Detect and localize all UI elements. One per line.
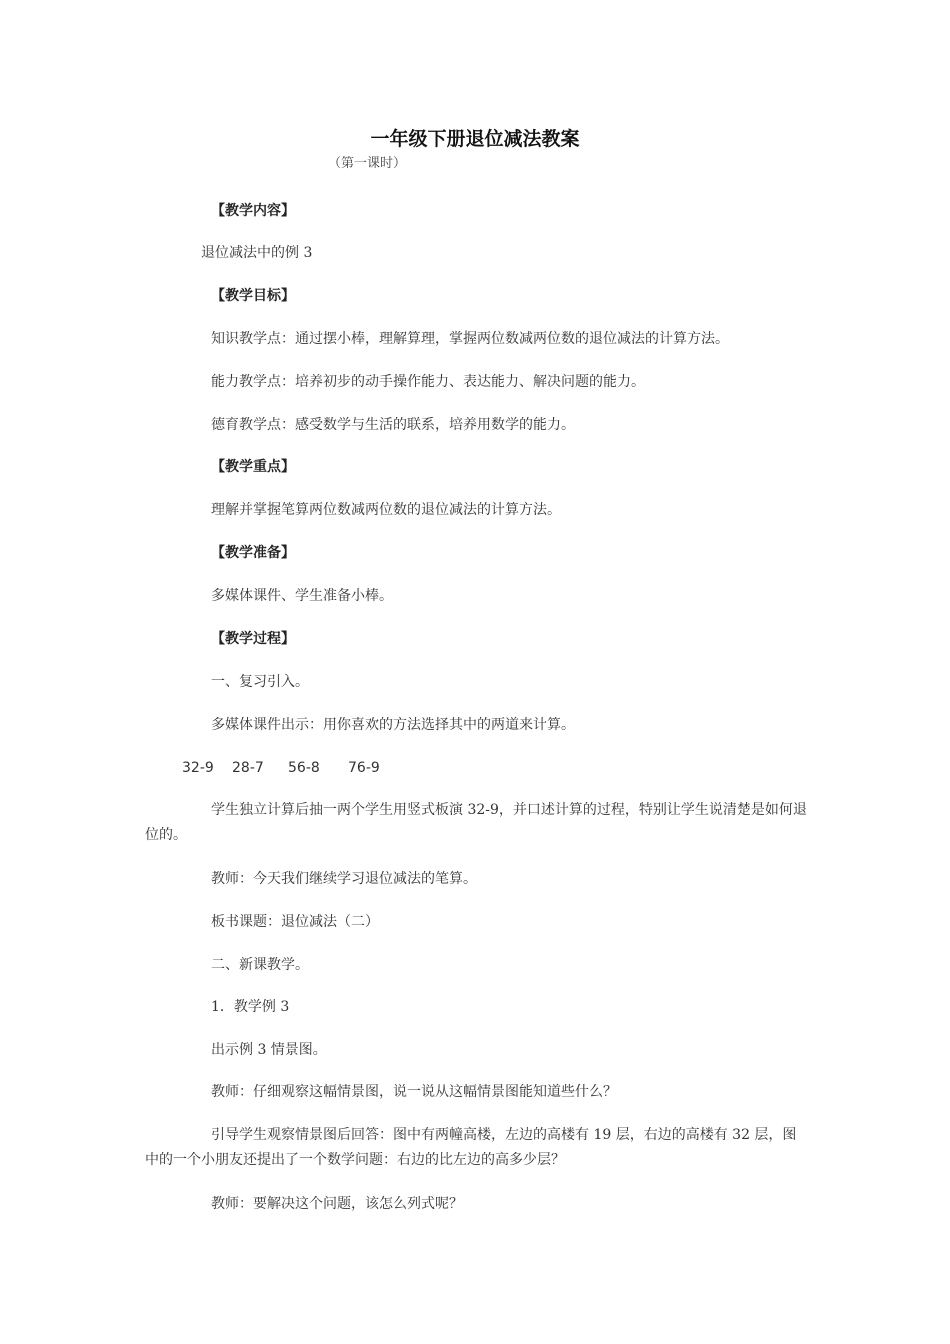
heading-teaching-prep: 【教学准备】 (211, 545, 295, 561)
prep-text: 多媒体课件、学生准备小棒。 (211, 588, 393, 604)
teacher-line-2: 教师：仔细观察这幅情景图，说一说从这幅情景图能知道些什么？ (211, 1084, 617, 1100)
equation-item: 76-9 (348, 760, 380, 776)
key-point-text: 理解并掌握笔算两位数减两位数的退位减法的计算方法。 (211, 502, 561, 518)
step-review-intro: 一、复习引入。 (211, 674, 309, 690)
guide-paragraph: 引导学生观察情景图后回答：图中有两幢高楼，左边的高楼有 19 层，右边的高楼有 32 层，图中的一个小朋友还提出了一个数学问题：右边的比左边的高多少层？ (145, 1127, 797, 1168)
document-title: 一年级下册退位减法教案 (370, 128, 580, 150)
show-example-line: 出示例 3 情景图。 (211, 1042, 327, 1058)
teaching-content-text: 退位减法中的例 3 (201, 245, 313, 261)
board-title-line: 板书课题：退位减法（二） (211, 914, 379, 930)
goal-knowledge: 知识教学点：通过摆小棒，理解算理，掌握两位数减两位数的退位减法的计算方法。 (211, 331, 729, 347)
teacher-line-3: 教师：要解决这个问题，该怎么列式呢？ (211, 1196, 463, 1212)
document-subtitle: （第一课时） (328, 156, 407, 171)
teacher-line-1: 教师：今天我们继续学习退位减法的笔算。 (211, 871, 477, 887)
equation-item: 28-7 (232, 760, 264, 776)
equation-item: 56-8 (288, 760, 320, 776)
goal-moral: 德育教学点：感受数学与生活的联系，培养用数学的能力。 (211, 417, 575, 433)
equation-item: 32-9 (182, 760, 214, 776)
step-example-3: 1．教学例 3 (211, 999, 290, 1015)
students-calc-paragraph: 学生独立计算后抽一两个学生用竖式板演 32-9，并口述计算的过程，特别让学生说清楚是如何退位的。 (145, 802, 807, 843)
heading-teaching-process: 【教学过程】 (211, 631, 295, 647)
step-review-show: 多媒体课件出示：用你喜欢的方法选择其中的两道来计算。 (211, 717, 575, 733)
goal-ability: 能力教学点：培养初步的动手操作能力、表达能力、解决问题的能力。 (211, 374, 645, 390)
heading-teaching-goals: 【教学目标】 (211, 288, 295, 304)
heading-teaching-key: 【教学重点】 (211, 459, 295, 475)
heading-teaching-content: 【教学内容】 (211, 203, 295, 219)
step-new-lesson: 二、新课教学。 (211, 957, 309, 973)
